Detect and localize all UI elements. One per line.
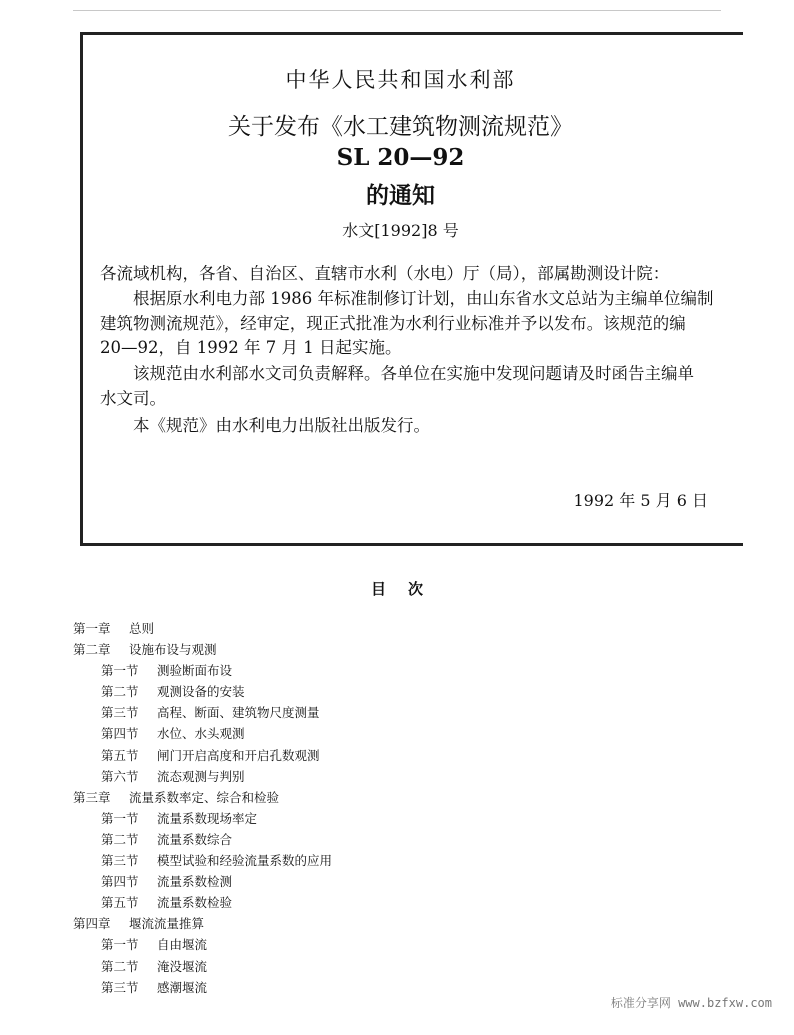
toc-section-entry [73, 977, 673, 998]
toc-entry-number: 第二节 [101, 684, 139, 700]
toc-section-entry [73, 829, 673, 850]
document-number: 水文[1992]8 号 [342, 221, 459, 240]
toc-section-entry [73, 702, 673, 723]
toc-section-entry [73, 956, 673, 977]
table-of-contents [73, 618, 673, 998]
toc-entry-text: 堰流流量推算 [129, 916, 205, 932]
paragraph-2-line-1: 该规范由水利部水文司负责解释。各单位在实施中发现问题请及时函告主编单 [133, 364, 694, 383]
toc-entry-text: 流量系数检验 [157, 895, 233, 911]
notice-title-line-3: 的通知 [366, 182, 435, 209]
toc-entry-text: 高程、断面、建筑物尺度测量 [157, 705, 320, 721]
toc-section-entry [73, 871, 673, 892]
toc-entry-number: 第五节 [101, 895, 139, 911]
toc-entry-text: 流态观测与判别 [157, 768, 245, 784]
toc-entry-text: 闸门开启高度和开启孔数观测 [157, 747, 320, 763]
toc-entry-number: 第一节 [101, 937, 139, 953]
toc-section-entry [73, 745, 673, 766]
paragraph-1-line-1: 根据原水利电力部 1986 年标准制修订计划，由山东省水文总站为主编单位编制 [133, 289, 714, 308]
toc-entry-number: 第五节 [101, 747, 139, 763]
toc-entry-text: 自由堰流 [157, 937, 208, 953]
toc-entry-text: 设施布设与观测 [129, 642, 217, 658]
toc-section-entry [73, 892, 673, 913]
top-rule [73, 10, 721, 11]
paragraph-1-line-2: 建筑物测流规范》，经审定，现正式批准为水利行业标准并予以发布。该规范的编 [100, 314, 686, 333]
issuing-ministry: 中华人民共和国水利部 [285, 68, 516, 92]
toc-section-entry [73, 808, 673, 829]
toc-section-entry [73, 681, 673, 702]
toc-entry-text: 观测设备的安装 [157, 684, 245, 700]
footer-watermark: 标准分享网 www.bzfxw.com [610, 996, 772, 1010]
toc-entry-text: 测验断面布设 [157, 663, 233, 679]
toc-title: 目次 [370, 580, 445, 598]
notice-title-line-1: 关于发布《水工建筑物测流规范》 [228, 114, 573, 140]
toc-entry-number: 第二章 [73, 642, 111, 658]
toc-entry-number: 第三节 [101, 979, 139, 995]
toc-section-entry [73, 723, 673, 744]
toc-entry-number: 第一章 [73, 621, 111, 636]
toc-entry-text: 感潮堰流 [157, 979, 208, 995]
toc-entry-number: 第四章 [73, 916, 111, 932]
toc-entry-text: 模型试验和经验流量系数的应用 [157, 853, 333, 869]
standard-code: SL 20—92 [336, 144, 465, 171]
paragraph-3: 本《规范》由水利电力出版社出版发行。 [133, 416, 430, 435]
toc-entry-number: 第三章 [73, 789, 111, 805]
toc-section-entry [73, 766, 673, 787]
toc-entry-number: 第一节 [101, 810, 139, 826]
salutation: 各流域机构，各省、自治区、直辖市水利（水电）厅（局），部属勘测设计院： [100, 264, 670, 283]
toc-section-entry [73, 660, 673, 681]
toc-entry-text: 流量系数检测 [157, 874, 233, 890]
paragraph-2-line-2: 水文司。 [100, 389, 166, 408]
issue-date: 1992 年 5 月 6 日 [573, 491, 708, 510]
toc-chapter-entry [73, 787, 673, 808]
toc-section-entry [73, 850, 673, 871]
notice [80, 32, 721, 546]
toc-chapter-entry [73, 618, 673, 639]
toc-entry-number: 第四节 [101, 874, 139, 890]
toc-entry-text: 流量系数现场率定 [157, 810, 258, 826]
toc-entry-number: 第四节 [101, 726, 139, 742]
toc-section-entry [73, 934, 673, 955]
toc-chapter-entry [73, 639, 673, 660]
toc-chapter-entry [73, 913, 673, 934]
toc-entry-number: 第六节 [101, 768, 139, 784]
paragraph-1-line-3: 20—92，自 1992 年 7 月 1 日起实施。 [100, 338, 402, 357]
toc-entry-number: 第三节 [101, 853, 139, 869]
toc-entry-text: 流量系数率定、综合和检验 [129, 789, 280, 805]
toc-entry-text: 总则 [129, 621, 155, 636]
toc-entry-number: 第三节 [101, 705, 139, 721]
toc-entry-number: 第一节 [101, 663, 139, 679]
toc-entry-text: 淹没堰流 [157, 958, 208, 974]
toc-entry-text: 流量系数综合 [157, 831, 233, 847]
toc-entry-text: 水位、水头观测 [157, 726, 245, 742]
toc-entry-number: 第二节 [101, 831, 139, 847]
toc-entry-number: 第二节 [101, 958, 139, 974]
